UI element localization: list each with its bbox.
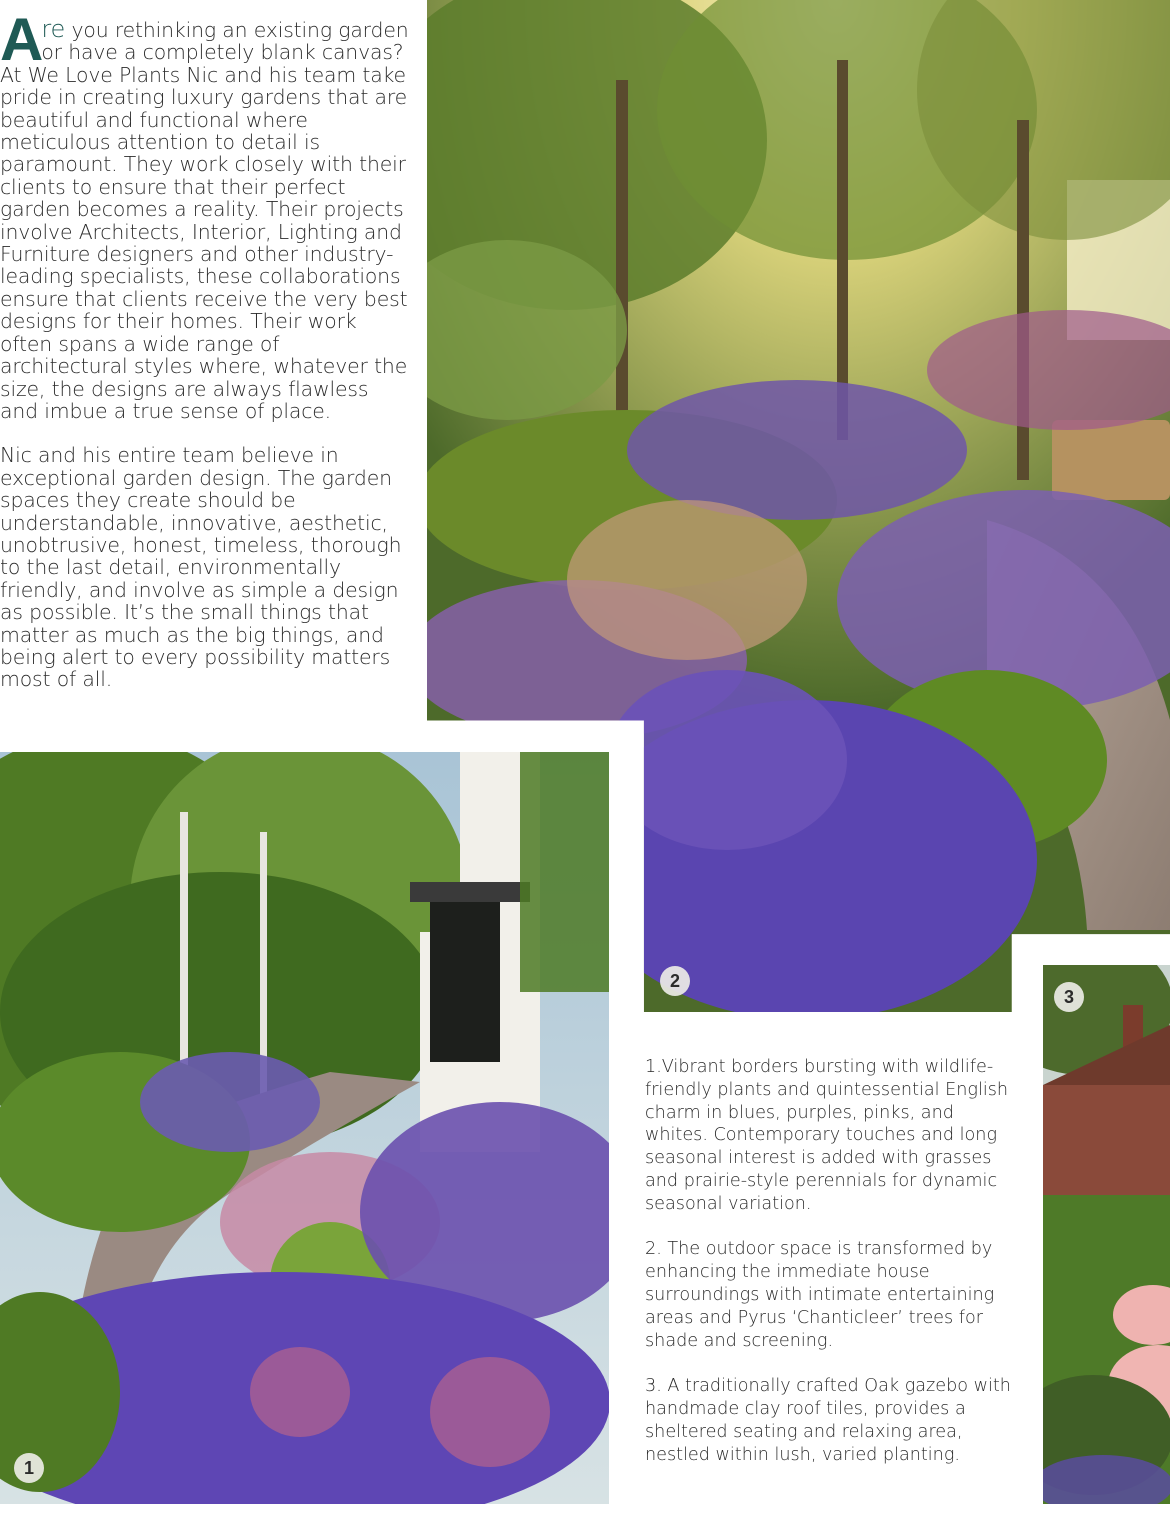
photo-captions — [645, 1056, 1015, 1489]
garden-photo-3-image — [1043, 965, 1170, 1504]
photo-number-badge-2: 2 — [660, 966, 690, 996]
intro-paragraph-1 — [0, 6, 412, 423]
lead-word: re — [41, 15, 66, 43]
intro-paragraph-1-text: you rethinking an existing garden or have a completely blank canvas? At We Love Plants Nic and his team take pride in creating luxury gardens that are beautiful and functional where meticulous attention to detail is paramount. They work closely with their clients to ensure that their perfect garden becomes a reality. Their projects involve Architects, Interior, Lighting and Furniture designers and other industry-leading specialists, these collaborations ensure that clients receive the very best designs for their homes. Their work often spans a wide range of architectural styles where, whatever the size, the designs are always flawless and imbue a true sense of place. — [0, 18, 409, 423]
photo-number-badge-1: 1 — [14, 1453, 44, 1483]
garden-photo-1-image — [0, 752, 609, 1504]
garden-photo-1 — [0, 752, 609, 1504]
drop-cap: A — [0, 6, 42, 73]
intro-text — [0, 6, 412, 713]
intro-paragraph-2: Nic and his entire team believe in exceptional garden design. The garden spaces they create should be understandable, innovative, aesthetic, unobtrusive, honest, timeless, thorough to the last detail, environmentally friendly, and involve as simple a design as possible. It’s the small things that matter as much as the big things, and being alert to every possibility matters most of all. — [0, 443, 402, 692]
caption-1: 1.Vibrant borders bursting with wildlife-friendly plants and quintessential English charm in blues, purples, pinks, and whites. Contemporary touches and long seasonal interest is added with grasses and prairie-style perennials for dynamic seasonal variation. — [645, 1057, 1009, 1214]
garden-photo-3 — [1043, 965, 1170, 1504]
photo-number-badge-3: 3 — [1054, 982, 1084, 1012]
caption-2: 2. The outdoor space is transformed by enhancing the immediate house surroundings with intimate entertaining areas and Pyrus ‘Chanticleer’ trees for shade and screening. — [645, 1239, 995, 1351]
caption-3: 3. A traditionally crafted Oak gazebo with handmade clay roof tiles, provides a sheltered seating and relaxing area, nestled within lush, varied planting. — [645, 1376, 1011, 1465]
